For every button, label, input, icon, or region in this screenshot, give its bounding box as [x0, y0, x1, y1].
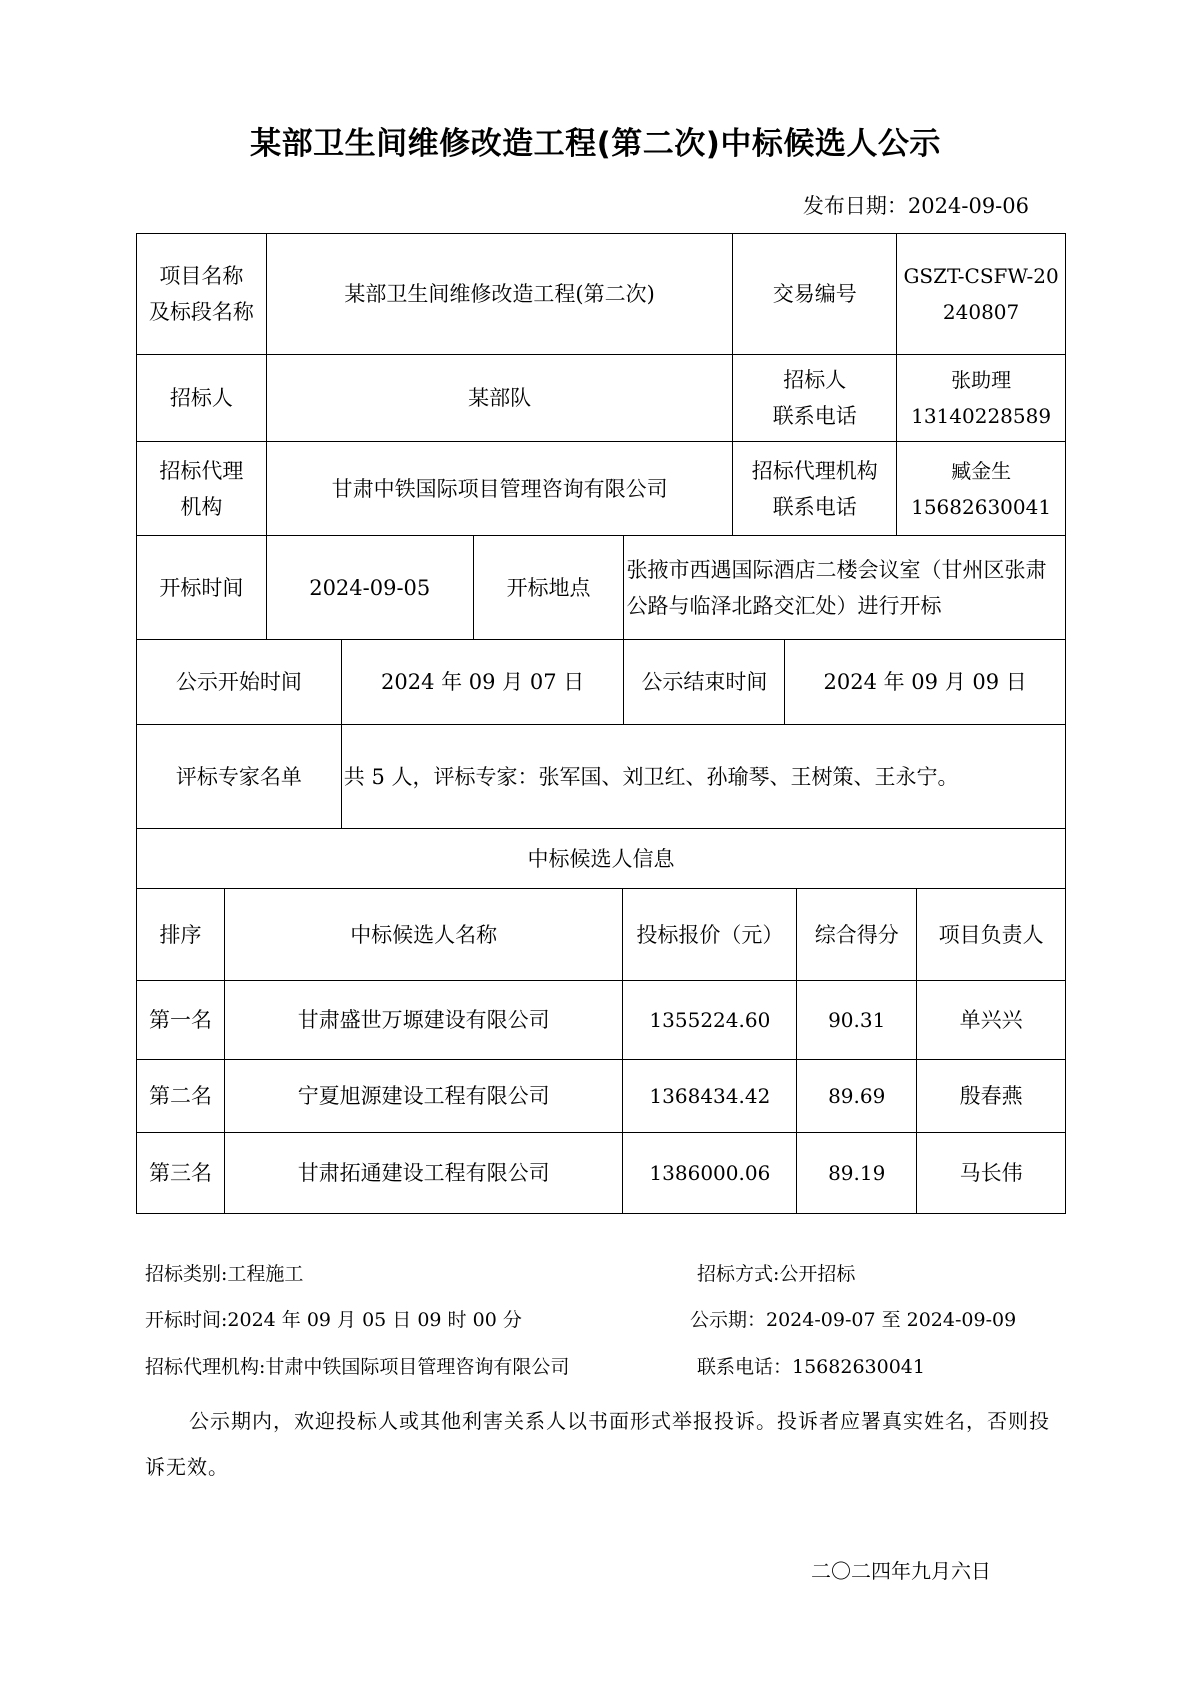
opening-place-value: 张掖市西遇国际酒店二楼会议室（甘州区张肃公路与临泽北路交汇处）进行开标 — [624, 536, 1066, 639]
table-row-agency — [136, 441, 1066, 535]
tenderer-value: 某部队 — [267, 355, 734, 441]
bid-info-table — [136, 233, 1066, 1214]
table-row-header — [136, 888, 1066, 980]
publish-date: 发布日期：2024-09-06 — [802, 194, 1029, 218]
tenderer-contact-value: 张助理 13140228589 — [897, 355, 1066, 441]
trade-no-label: 交易编号 — [733, 234, 897, 354]
agency-contact-value: 臧金生 15682630041 — [897, 442, 1066, 535]
publicity-end-value: 2024 年 09 月 09 日 — [785, 640, 1066, 724]
candidate-score: 89.19 — [797, 1133, 917, 1213]
project-name-value: 某部卫生间维修改造工程(第二次) — [267, 234, 734, 354]
candidate-manager: 单兴兴 — [917, 981, 1066, 1059]
candidate-name: 甘肃盛世万塬建设有限公司 — [225, 981, 624, 1059]
table-row — [136, 1132, 1066, 1214]
agency-value: 甘肃中铁国际项目管理咨询有限公司 — [267, 442, 734, 535]
header-bid-price: 投标报价（元） — [623, 889, 797, 980]
table-row-tenderer — [136, 354, 1066, 441]
table-row-publicity — [136, 639, 1066, 724]
candidate-name: 甘肃拓通建设工程有限公司 — [225, 1133, 624, 1213]
candidate-bid-price: 1355224.60 — [623, 981, 797, 1059]
page-title: 某部卫生间维修改造工程(第二次)中标候选人公示 — [250, 126, 941, 162]
footer-category: 招标类别:工程施工 — [145, 1263, 304, 1285]
footer-agency: 招标代理机构:甘肃中铁国际项目管理咨询有限公司 — [145, 1356, 570, 1378]
candidate-name: 宁夏旭源建设工程有限公司 — [225, 1060, 624, 1132]
publicity-end-label: 公示结束时间 — [624, 640, 785, 724]
opening-place-label: 开标地点 — [474, 536, 625, 639]
table-row — [136, 980, 1066, 1059]
publicity-start-label: 公示开始时间 — [137, 640, 342, 724]
footer-phone: 联系电话：15682630041 — [697, 1356, 925, 1378]
candidate-bid-price: 1386000.06 — [623, 1133, 797, 1213]
candidate-manager: 马长伟 — [917, 1133, 1066, 1213]
header-rank: 排序 — [137, 889, 225, 980]
footer-period: 公示期：2024-09-07 至 2024-09-09 — [690, 1309, 1017, 1331]
opening-time-value: 2024-09-05 — [267, 536, 474, 639]
footer-method: 招标方式:公开招标 — [697, 1263, 856, 1285]
experts-label: 评标专家名单 — [137, 725, 342, 828]
table-row-candidates-title — [136, 828, 1066, 888]
footer-open-time: 开标时间:2024 年 09 月 05 日 09 时 00 分 — [145, 1309, 522, 1331]
trade-no-value: GSZT-CSFW-20240807 — [897, 234, 1066, 354]
candidate-score: 89.69 — [797, 1060, 917, 1132]
tenderer-contact-label: 招标人 联系电话 — [733, 355, 897, 441]
publicity-start-value: 2024 年 09 月 07 日 — [342, 640, 625, 724]
opening-time-label: 开标时间 — [137, 536, 267, 639]
candidates-section-title: 中标候选人信息 — [137, 829, 1066, 888]
candidate-bid-price: 1368434.42 — [623, 1060, 797, 1132]
header-project-manager: 项目负责人 — [917, 889, 1066, 980]
candidate-manager: 殷春燕 — [917, 1060, 1066, 1132]
candidate-rank: 第二名 — [137, 1060, 225, 1132]
tenderer-label: 招标人 — [137, 355, 267, 441]
table-row-experts — [136, 724, 1066, 828]
candidate-rank: 第一名 — [137, 981, 225, 1059]
experts-value: 共 5 人，评标专家：张军国、刘卫红、孙瑜琴、王树策、王永宁。 — [342, 725, 1066, 828]
candidate-score: 90.31 — [797, 981, 917, 1059]
agency-label: 招标代理 机构 — [137, 442, 267, 535]
table-row-opening — [136, 535, 1066, 639]
project-name-label: 项目名称 及标段名称 — [137, 234, 267, 354]
candidate-rank: 第三名 — [137, 1133, 225, 1213]
table-row-project — [136, 233, 1066, 354]
header-score: 综合得分 — [797, 889, 917, 980]
signature-date: 二〇二四年九月六日 — [811, 1559, 991, 1583]
table-row — [136, 1059, 1066, 1132]
agency-contact-label: 招标代理机构 联系电话 — [733, 442, 897, 535]
header-candidate-name: 中标候选人名称 — [225, 889, 624, 980]
notice-paragraph: 公示期内，欢迎投标人或其他利害关系人以书面形式举报投诉。投诉者应署真实姓名，否则投诉无效。 — [145, 1409, 1050, 1479]
